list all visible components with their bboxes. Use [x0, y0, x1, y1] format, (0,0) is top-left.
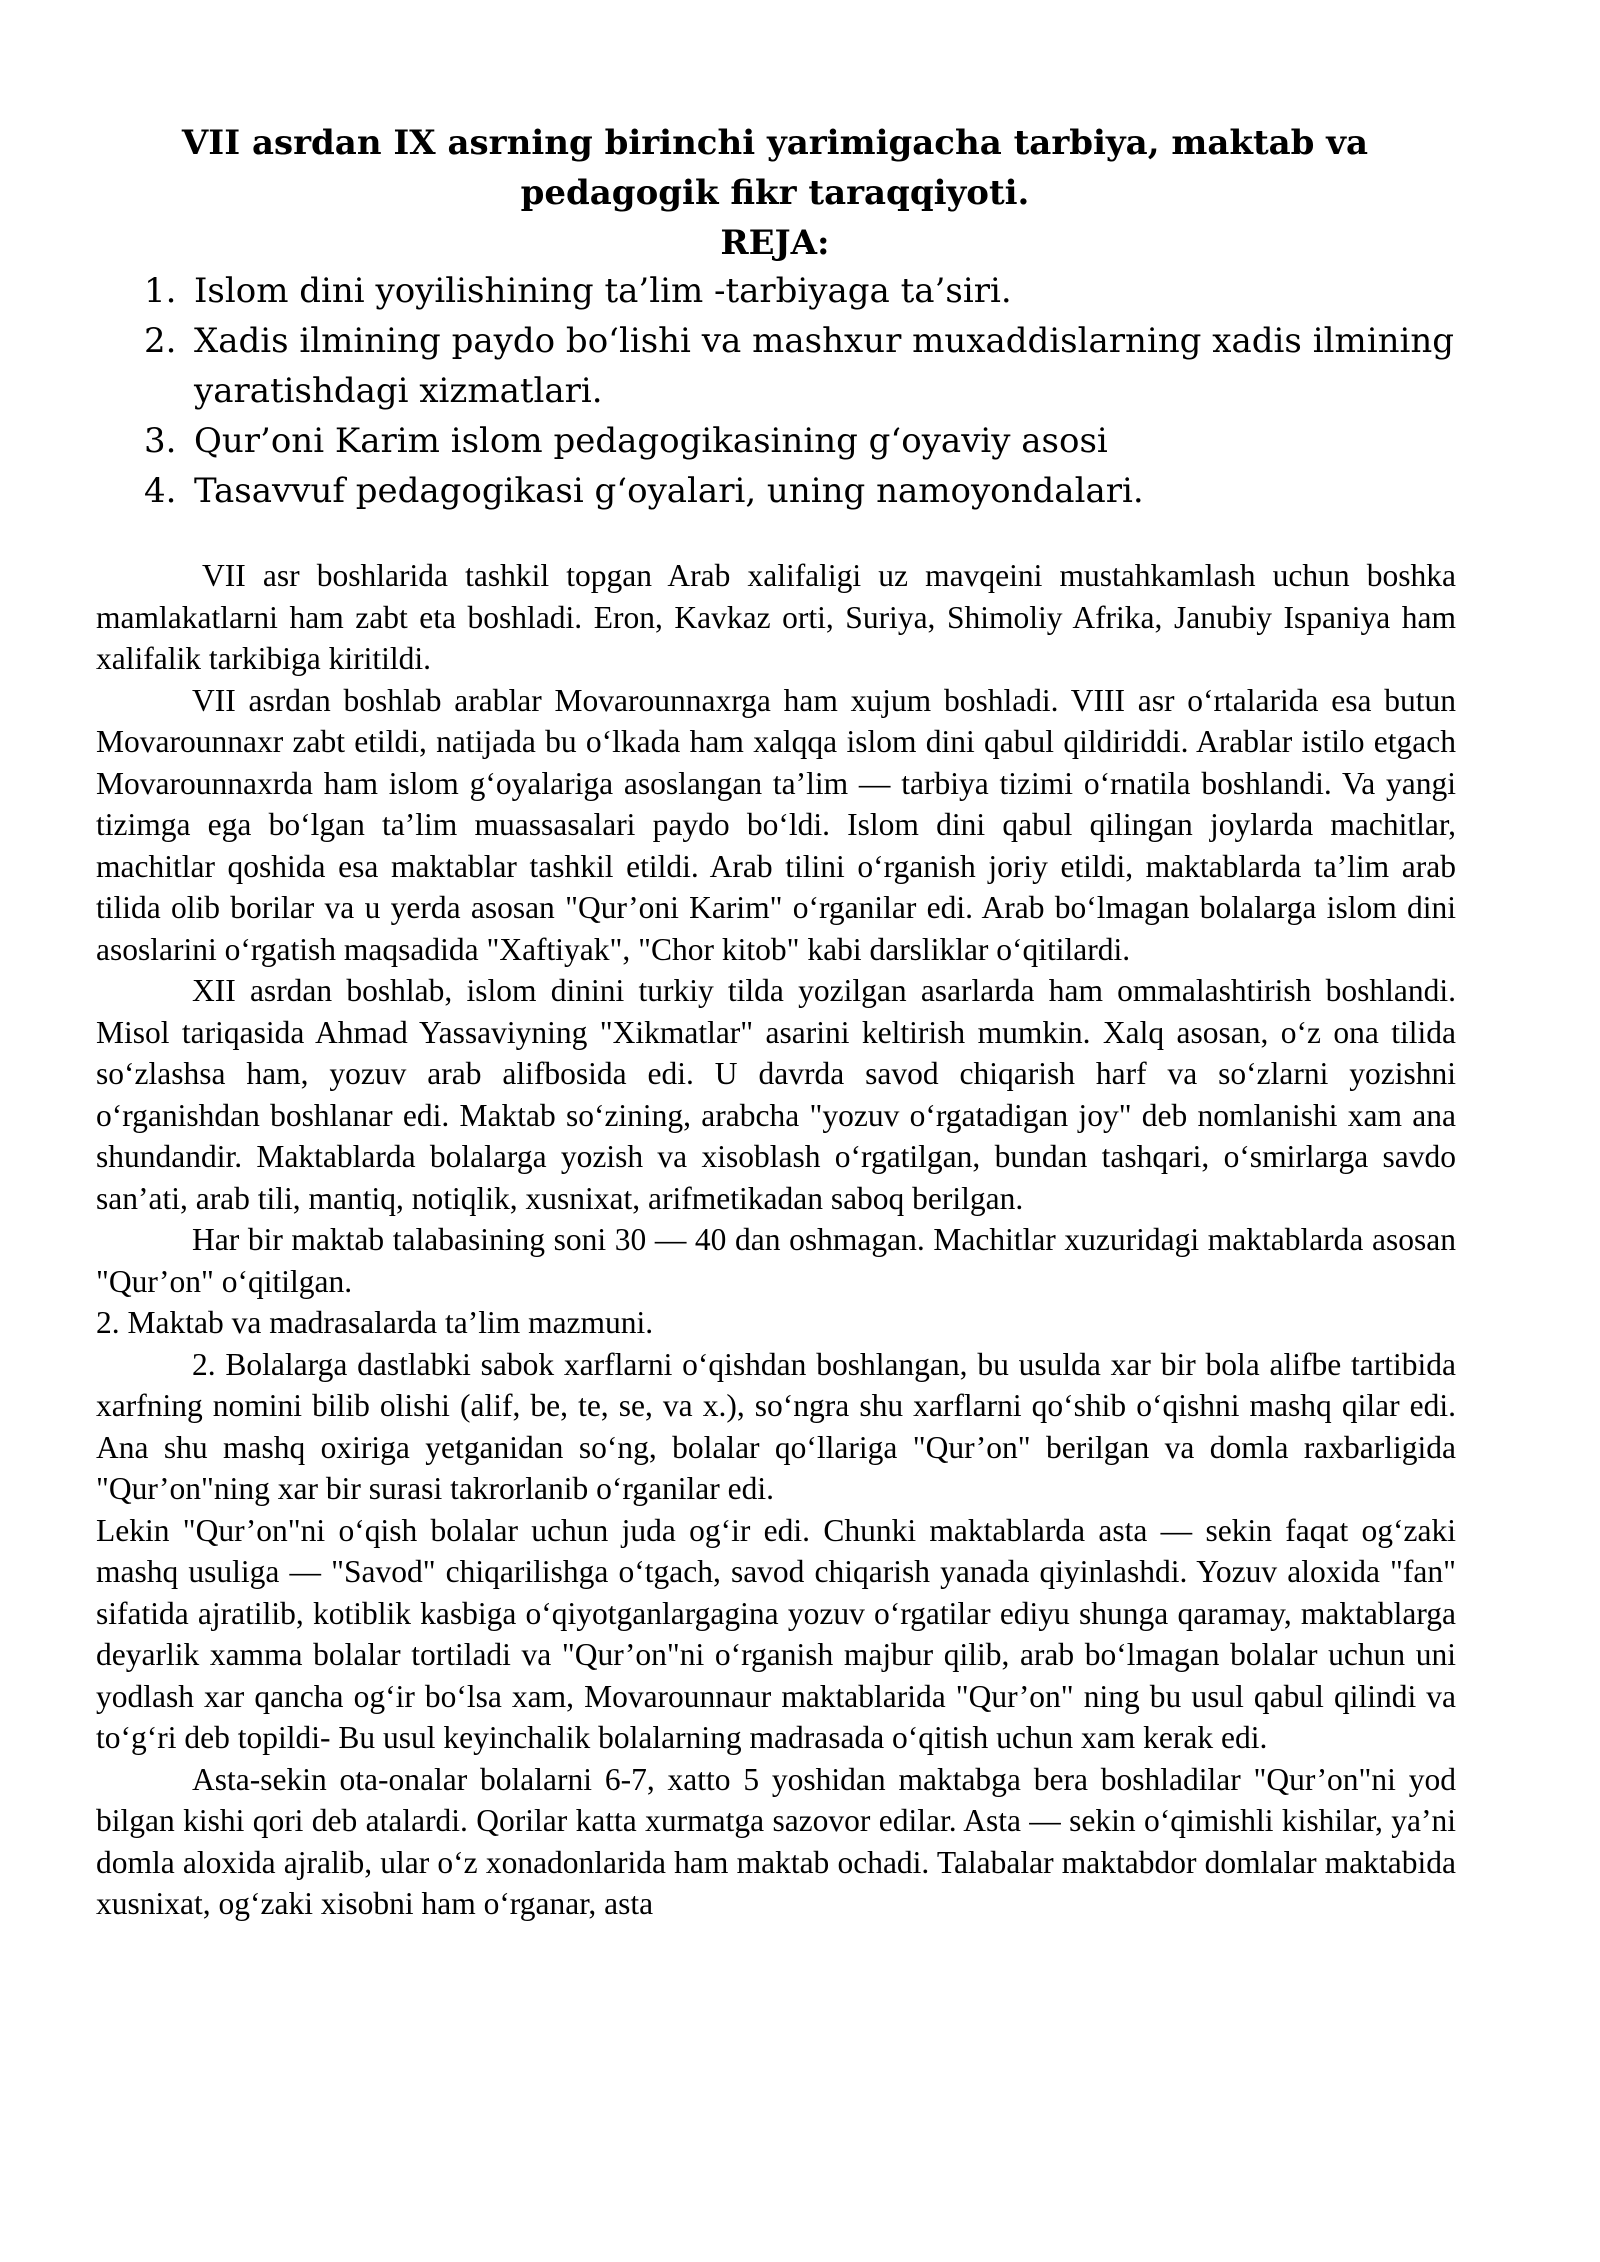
plan-item-number: 4.	[144, 471, 177, 511]
plan-item-text: Tasavvuf pedagogikasi g‘oyalari, uning namoyondalari.	[194, 471, 1144, 511]
document-title: VII asrdan IX asrning birinchi yarimigacha tarbiya, maktab va pedagogik fikr taraqqiyoti.	[181, 123, 1369, 213]
plan-item-number: 1.	[144, 271, 177, 311]
paragraph: VII asrdan boshlab arablar Movarounnaxrga ham xujum boshladi. VIII asr o‘rtalarida esa butun Movarounnaxr zabt etildi, natijada bu o‘lkada ham xalqqa islom dini qabul qildiriddi. Arablar istilo etgach Movarounnaxrda ham islom g‘oyalariga asoslangan ta’lim — tarbiya tizimi o‘rnatila boshlandi. Va yangi tizimga ega bo‘lgan ta’lim muassasalari paydo bo‘ldi. Islom dini qabul qilingan joylarda machitlar, machitlar qoshida esa maktablar tashkil etildi. Arab tilini o‘rganish joriy etildi, maktablarda ta’lim arab tilida olib borilar va u yerda asosan "Qur’oni Karim" o‘rganilar edi. Arab bo‘lmagan bolalarga islom dini asoslarini o‘rgatish maqsadida "Xaftiyak", "Chor kitob" kabi darsliklar o‘qitilardi.	[96, 682, 1456, 967]
plan-heading: REJA:	[720, 223, 830, 263]
plan-item-number: 3.	[144, 421, 177, 461]
plan-item	[96, 316, 1454, 416]
plan-item-text: Xadis ilmining paydo bo‘lishi va mashxur muxaddislarning xadis ilmining yaratishdagi xizmatlari.	[194, 321, 1454, 411]
paragraph: Lekin "Qur’on"ni o‘qish bolalar uchun juda og‘ir edi. Chunki maktablarda asta — sekin faqat og‘zaki mashq usuliga — "Savod" chiqarilishga o‘tgach, savod chiqarish yanada qiyinlashdi. Yozuv aloxida "fan" sifatida ajratilib, kotiblik kasbiga o‘qiyotganlargagina yozuv o‘rgatilar ediyu shunga qaramay, maktablarga deyarlik xamma bolalar tortiladi va "Qur’on"ni o‘rganish majbur qilib, arab bo‘lmagan bolalar uchun uni yodlash xar qancha og‘ir bo‘lsa xam, Movarounnaur maktablarida "Qur’on" ning bu usul qabul qilindi va to‘g‘ri deb topildi- Bu usul keyinchalik bolalarning madrasada o‘qitish uchun xam kerak edi.	[96, 1512, 1456, 1755]
plan-item-text: Qur’oni Karim islom pedagogikasining g‘oyaviy asosi	[194, 421, 1108, 461]
paragraph: XII asrdan boshlab, islom dinini turkiy tilda yozilgan asarlarda ham ommalashtirish boshlandi. Misol tariqasida Ahmad Yassaviyning "Xikmatlar" asarini keltirish mumkin. Xalq asosan, o‘z ona tilida so‘zlashsa ham, yozuv arab alifbosida edi. U davrda savod chiqarish harf va so‘zlarni yozishni o‘rganishdan boshlanar edi. Maktab so‘zining, arabcha "yozuv o‘rgatadigan joy" deb nomlanishi xam ana shundandir. Maktablarda bolalarga yozish va xisoblash o‘rgatilgan, bundan tashqari, o‘smirlarga savdo san’ati, arab tili, mantiq, notiqlik, xusnixat, arifmetikadan saboq berilgan.	[96, 973, 1456, 1216]
plan-item	[96, 416, 1454, 466]
paragraph: VII asr boshlarida tashkil topgan Arab xalifaligi uz mavqeini mustahkamlash uchun boshka mamlakatlarni ham zabt eta boshladi. Eron, Kavkaz orti, Suriya, Shimoliy Afrika, Janubiy Ispaniya ham xalifalik tarkibiga kiritildi.	[96, 558, 1456, 676]
plan-item	[96, 466, 1454, 516]
section-heading: 2. Maktab va madrasalarda ta’lim mazmuni.	[96, 1305, 654, 1340]
plan-item	[96, 266, 1454, 316]
body-text	[96, 555, 1456, 1925]
plan-item-text: Islom dini yoyilishining ta’lim -tarbiyaga ta’siri.	[194, 271, 1012, 311]
paragraph: Asta-sekin ota-onalar bolalarni 6-7, xatto 5 yoshidan maktabga bera boshladilar "Qur’on"ni yod bilgan kishi qori deb atalardi. Qorilar katta xurmatga sazovor edilar. Asta — sekin o‘qimishli kishilar, ya’ni domla aloxida ajralib, ular o‘z xonadonlarida ham maktab ochadi. Talabalar maktabdor domlalar maktabida xusnixat, og‘zaki xisobni ham o‘rganar, asta	[96, 1761, 1456, 1921]
plan-list	[96, 266, 1454, 516]
plan-item-number: 2.	[144, 321, 177, 361]
paragraph: 2. Bolalarga dastlabki sabok xarflarni o‘qishdan boshlangan, bu usulda xar bir bola alifbe tartibida xarfning nomini bilib olishi (alif, be, te, se, va x.), so‘ngra shu xarflarni qo‘shib o‘qishni mashq qilar edi. Ana shu mashq oxiriga yetganidan so‘ng, bolalar qo‘llariga "Qur’on" berilgan va domla raxbarligida "Qur’on"ning xar bir surasi takrorlanib o‘rganilar edi.	[96, 1346, 1456, 1506]
paragraph: Har bir maktab talabasining soni 30 — 40 dan oshmagan. Machitlar xuzuridagi maktablarda asosan "Qur’on" o‘qitilgan.	[96, 1222, 1456, 1299]
